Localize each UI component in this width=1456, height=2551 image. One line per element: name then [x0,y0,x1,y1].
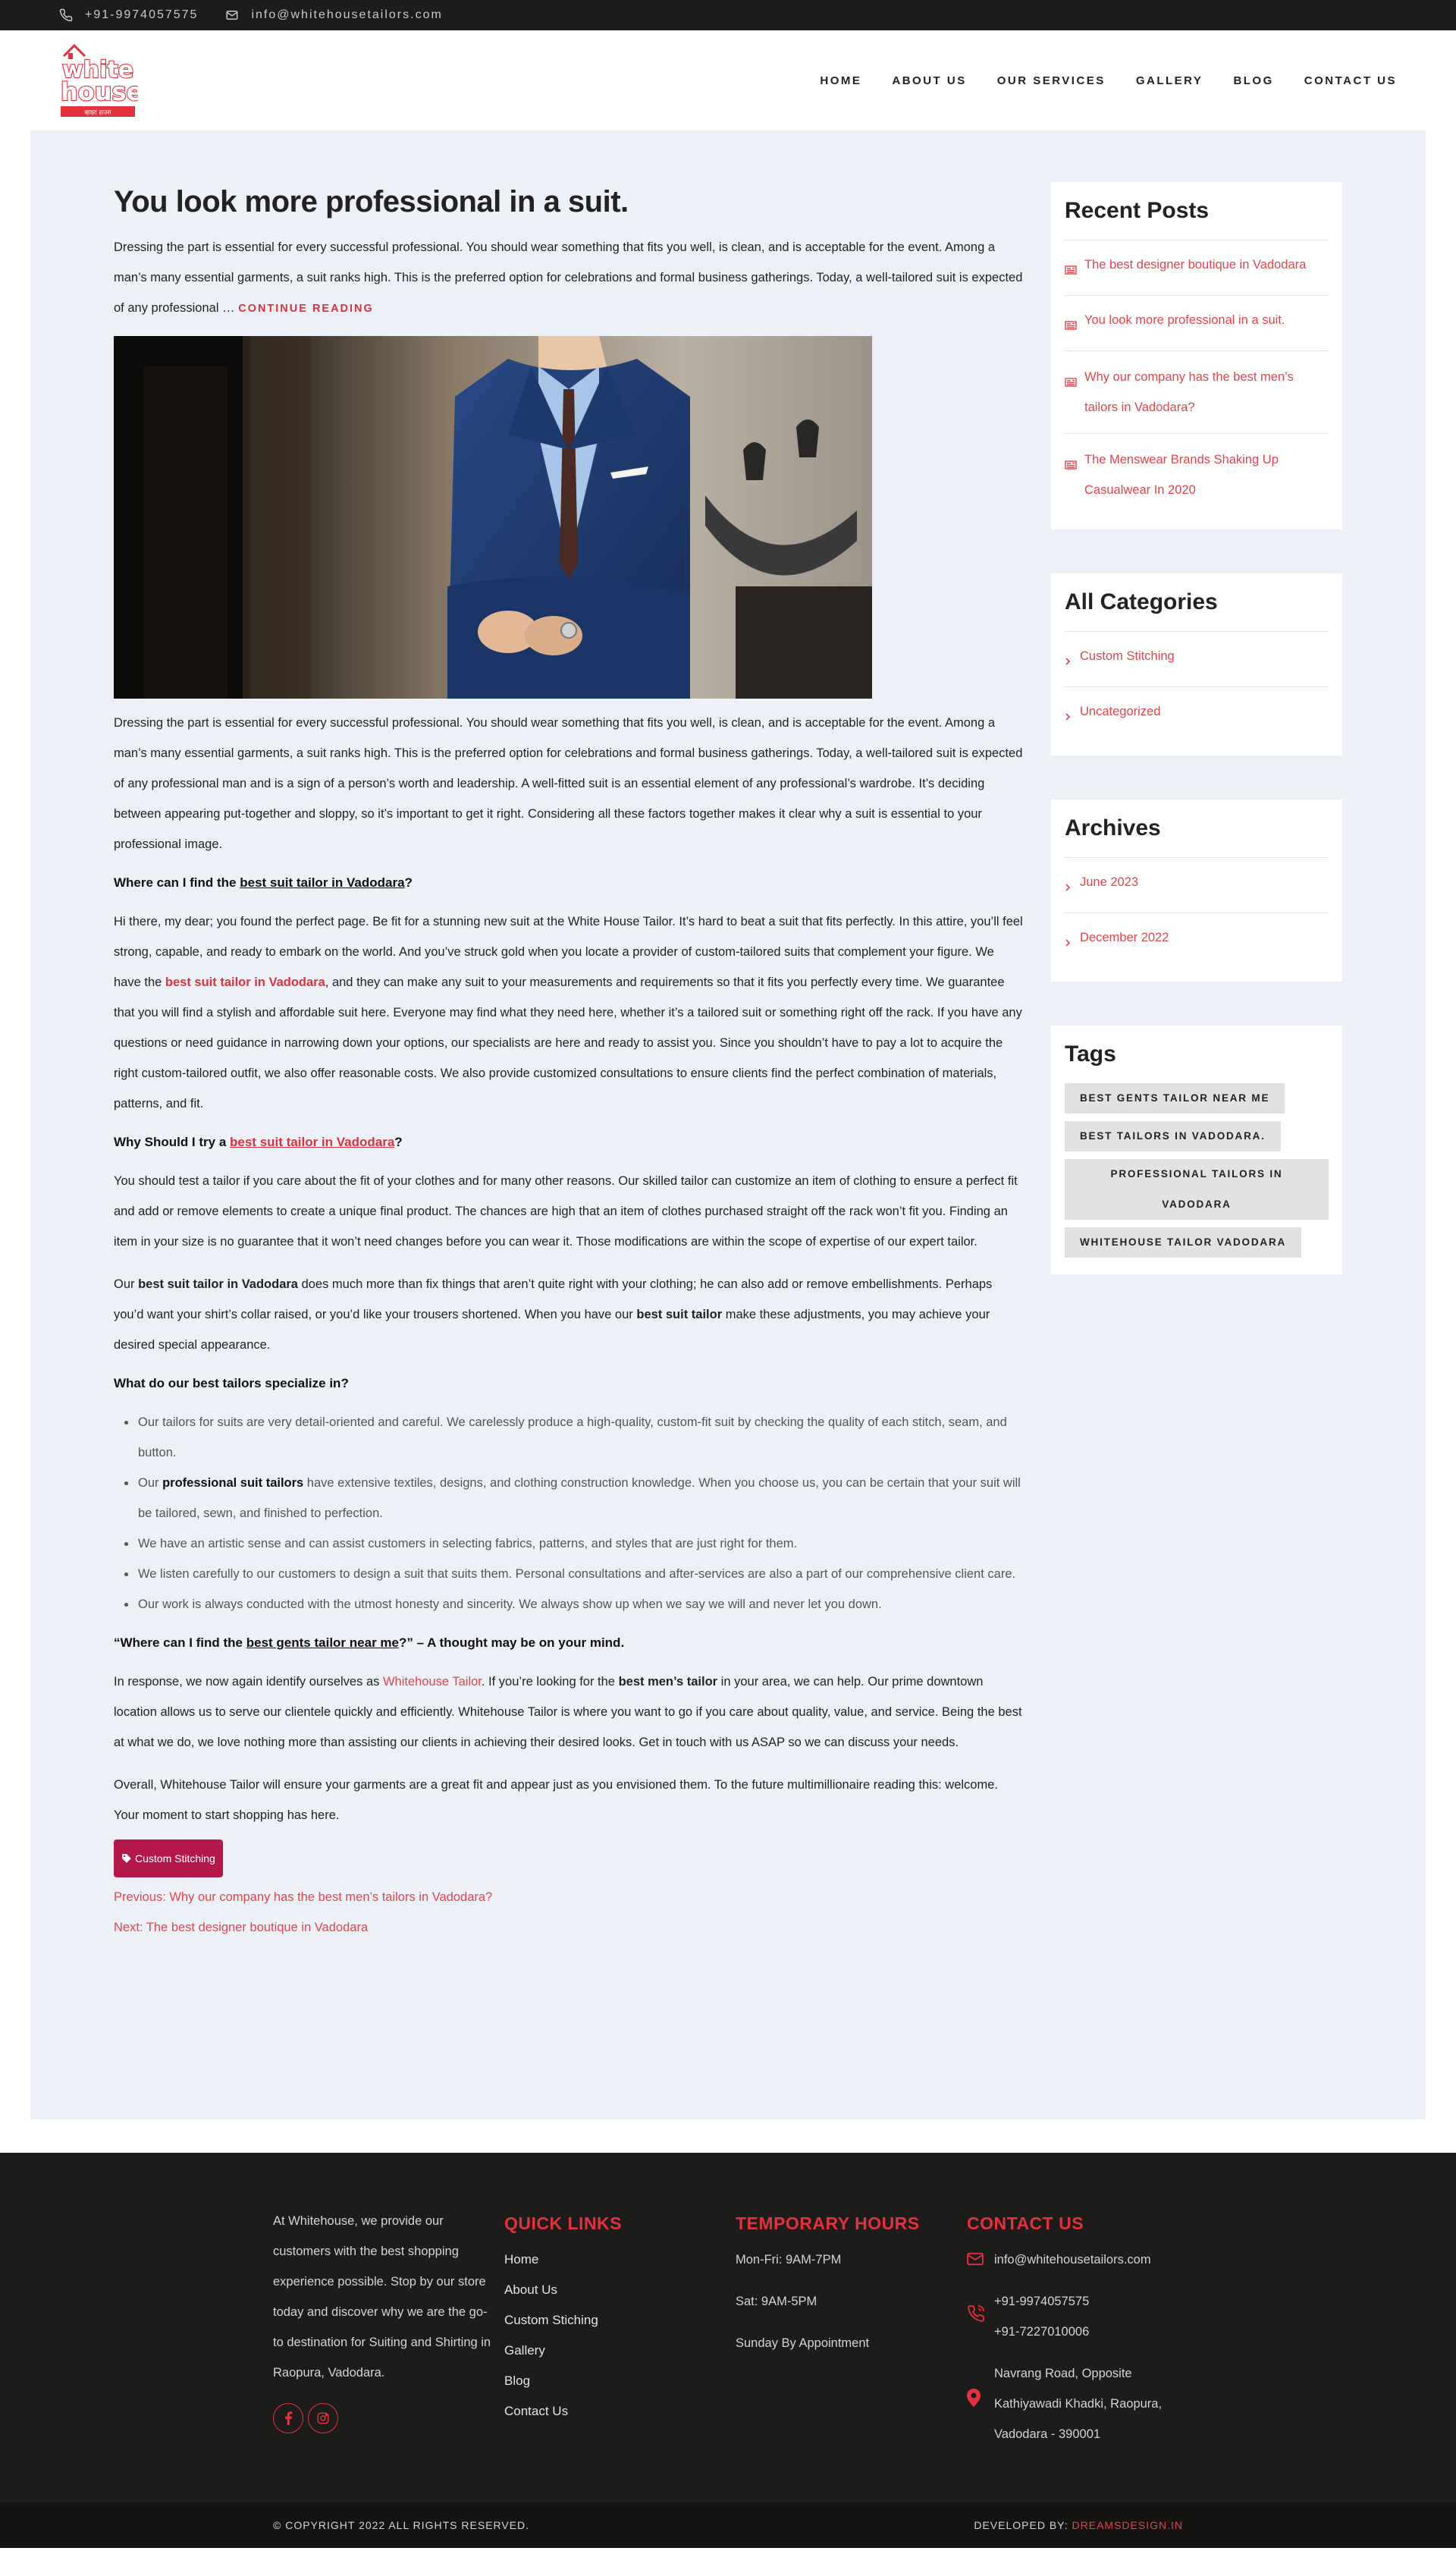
para4-a: Our [114,1277,139,1291]
tag-chip[interactable]: BEST TAILORS IN VADODARA. [1065,1121,1281,1151]
category-tag-label: Custom Stitching [135,1852,215,1865]
footer-address: Navrang Road, Opposite Kathiyawadi Khadki, Raopura, Vadodara - 390001 [994,2367,1163,2441]
developer-credit [974,2519,1183,2531]
para5-c: in your area, we can help. Our prime downtown location allows us to serve our clientele quickly and efficiently. Whitehouse Tailor is where you want to go if you care about quality, value, and service. Being the best at what we do, we love nothing more than assisting our clients in achieving their desired looks. Get in touch with us ASAP so we can discuss your needs. [114,1675,1022,1749]
footer-link-gallery[interactable]: Gallery [504,2343,545,2358]
footer-email-row[interactable] [967,2245,1194,2275]
recent-post-item[interactable] [1065,240,1329,296]
contact-title: CONTACT US [967,2213,1084,2233]
post-excerpt [114,232,1024,324]
category-item[interactable] [1065,632,1329,687]
hours-saturday: Sat: 9AM-5PM [736,2295,817,2308]
list-item: • We listen carefully to our customers to design a suit that suits them. Personal consultations and after-services are also a part of our comprehensive client care. [136,1559,1024,1589]
phone-ring-icon [967,2286,994,2326]
subheading-where-post: ? [404,875,413,890]
recent-post-label: Why our company has the best men’s tailors in Vadodara? [1084,370,1294,414]
site-footer [0,2153,1456,2548]
post-paragraph-5 [114,1667,1024,1758]
continue-reading-link[interactable]: CONTINUE READING [238,303,374,315]
bullet2-c: have extensive textiles, designs, and clothing construction knowledge. When you choose us, you can be certain that your suit will be tailored, sewn, and finished to perfection. [138,1476,1021,1520]
footer-link-about-us[interactable]: About Us [504,2282,557,2297]
para4-bold-1: best suit tailor in Vadodara [138,1277,298,1291]
list-item [136,1468,1024,1528]
site-logo[interactable] [59,42,138,118]
newspaper-icon [1065,368,1078,398]
nav-our-services[interactable]: OUR SERVICES [996,74,1106,87]
archive-label: December 2022 [1080,931,1169,944]
footer-phones [994,2286,1089,2347]
archives-title: Archives [1065,813,1329,858]
post-paragraph-1: Dressing the part is essential for every successful professional. You should wear something that fits you well, is clean, and is acceptable for the event. Among a man’s many essential garments, a suit ranks high. This is the preferred option for celebrations and formal business gatherings. Today, a well-tailored suit is expected of any professional man and is a sign of a person’s worth and leadership. A well-fitted suit is an essential element of any professional’s wardrobe. It’s deciding between appearing put-together and sloppy, so it’s important to get it right. Considering all these factors together makes it clear why a suit is essential to your professional image. [114,716,1023,851]
list-item: • Our tailors for suits are very detail-oriented and careful. We carelessly produce a high-quality, custom-fit suit by checking the quality of each stitch, seam, and button. [136,1407,1024,1468]
category-label: Custom Stitching [1080,649,1175,663]
footer-phone-row[interactable] [967,2286,1194,2347]
hours-sunday: Sunday By Appointment [736,2336,870,2350]
hours-title: TEMPORARY HOURS [736,2213,920,2233]
hours-weekdays: Mon-Fri: 9AM-7PM [736,2253,842,2267]
recent-post-item[interactable] [1065,296,1329,351]
para2-part-b: , and they can make any suit to your measurements and requirements so that it fits you perfectly every time. We guarantee that you will find a stylish and affordable suit here. Everyone may find what they need here, whether it’s a tailored suit or something right off the rack. If you have any questions or need guidance in narrowing down your options, our specialists are here and ready to assist you. Since you shouldn’t have to pay a lot to acquire the right custom-tailored outfit, we also offer reasonable costs. We also provide customized consultations to ensure clients find the perfect combination of materials, patterns, and fit. [114,975,1022,1111]
footer-email: info@whitehousetailors.com [994,2253,1151,2267]
archives-widget [1051,800,1342,982]
subheading-where-link[interactable]: best suit tailor in Vadodara [240,875,405,890]
post-title[interactable]: You look more professional in a suit. [114,185,629,218]
chevron-right-icon [1065,651,1074,674]
bullet2-a: Our [138,1476,163,1490]
footer-link-custom-stiching[interactable]: Custom Stiching [504,2313,598,2327]
tag-icon [121,1853,132,1864]
social-links [273,2403,493,2433]
bullet2-bold: professional suit tailors [162,1476,304,1490]
newspaper-icon [1065,315,1078,338]
svg-text:white: white [62,57,134,83]
footer-hours [736,2213,920,2358]
para2-part-a: Hi there, my dear; you found the perfect page. Be fit for a stunning new suit at the White House Tailor. It’s hard to beat a suit that fits perfectly. In this attire, you’ll feel strong, capable, and ready to embark on the world. And you’ve struck gold when you locate a provider of custom-tailored suits that complement your figure. We have the [114,915,1023,989]
gents-b: ?” – A thought may be on your mind. [398,1635,625,1650]
nav-blog[interactable]: BLOG [1233,74,1274,87]
category-tag-button[interactable] [114,1839,223,1877]
top-bar [0,0,1456,30]
list-item: • We have an artistic sense and can assist customers in selecting fabrics, patterns, and styles that are just right for them. [136,1528,1024,1559]
tag-chip[interactable]: WHITEHOUSE TAILOR VADODARA [1065,1227,1301,1258]
phone-icon [59,8,73,22]
recent-post-item[interactable] [1065,351,1329,434]
post-subheading-gents [114,1632,1024,1654]
gents-link[interactable]: best gents tailor near me [246,1635,399,1650]
nav-gallery[interactable]: GALLERY [1135,74,1203,87]
post-paragraph-4 [114,1269,1024,1360]
recent-post-label: You look more professional in a suit. [1084,313,1285,327]
footer-link-blog[interactable]: Blog [504,2373,531,2388]
tag-chip[interactable]: PROFESSIONAL TAILORS IN VADODARA [1065,1159,1329,1220]
topbar-phone[interactable] [59,8,198,22]
gents-a: “Where can I find the [114,1635,246,1650]
sidebar [1051,130,1342,2119]
recent-post-label: The best designer boutique in Vadodara [1084,258,1307,272]
logo-mark [59,42,138,118]
previous-post-link[interactable]: Previous: Why our company has the best men’s tailors in Vadodara? [114,1890,493,1904]
list-item: • Our work is always conducted with the utmost honesty and sincerity. We always show up when we say we will and never let you down. [136,1589,1024,1620]
site-header [0,30,1456,130]
subheading-why-post: ? [394,1135,403,1149]
quick-links-title: QUICK LINKS [504,2213,622,2233]
categories-widget [1051,573,1342,756]
main-nav [789,74,1397,87]
archive-item[interactable] [1065,913,1329,968]
chevron-right-icon [1065,706,1074,729]
developer-link[interactable]: DREAMSDESIGN.IN [1072,2519,1183,2531]
tags-widget [1051,1026,1342,1274]
mail-icon [967,2245,994,2270]
footer-address-row [967,2358,1194,2449]
tag-cloud [1065,1073,1329,1261]
recent-posts-title: Recent Posts [1065,196,1329,240]
excerpt-text: Dressing the part is essential for every successful professional. You should wear something that fits you well, is clean, and is acceptable for the event. Among a man’s many essential garments, a suit ranks high. This is the preferred option for celebrations and formal business gatherings. Today, a well-tailored suit is expected of any professional … [114,240,1023,315]
post-subheading-specialize: What do our best tailors specialize in? [114,1376,349,1390]
para4-c: does much more than fix things that aren’t quite right with your clothing; he can also add or remove embellishments. Perhaps you’d want your shirt’s collar raised, or you’d like your trousers shortened. When you have our [114,1277,993,1321]
nav-contact-us[interactable]: CONTACT US [1304,74,1397,87]
footer-quick-links [504,2213,622,2427]
post-navigation [114,1882,1024,1943]
archive-item[interactable] [1065,858,1329,913]
post-paragraph-2 [114,906,1024,1119]
para5-b: . If you’re looking for the [481,1675,619,1689]
archive-label: June 2023 [1080,875,1139,889]
tags-title: Tags [1065,1041,1116,1067]
recent-post-item[interactable] [1065,434,1329,516]
newspaper-icon [1065,451,1078,481]
recent-post-label: The Menswear Brands Shaking Up Casualwear In 2020 [1084,453,1279,497]
svg-text:house: house [61,77,138,106]
post-subheading-why [114,1131,1024,1154]
tag-chip[interactable]: BEST GENTS TAILOR NEAR ME [1065,1083,1285,1114]
para5-link[interactable]: Whitehouse Tailor [382,1675,482,1689]
next-post-link[interactable]: Next: The best designer boutique in Vadodara [114,1921,369,1934]
chevron-right-icon [1065,877,1074,900]
footer-about-text: At Whitehouse, we provide our customers with the best shopping experience possible. Stop by our store today and discover why we are the go-to destination for Suiting and Shirting in Raopura, Vadodara. [273,2214,491,2380]
post-subheading-where [114,872,1024,894]
footer-contact [967,2213,1194,2449]
main-area [30,130,1426,2119]
para2-link[interactable]: best suit tailor in Vadodara [165,975,325,989]
post-featured-image [114,336,872,699]
mail-icon [225,8,239,22]
instagram-icon[interactable] [308,2403,338,2433]
para5-a: In response, we now again identify ourselves as [114,1675,383,1689]
topbar-email-text: info@whitehousetailors.com [251,8,443,21]
developed-by-label: DEVELOPED BY: [974,2519,1068,2531]
map-pin-icon [967,2358,994,2411]
post-paragraph-3: You should test a tailor if you care about the fit of your clothes and for many other reasons. Our skilled tailor can customize an item of clothing to ensure a perfect fit and add or remove elements to create a unique final product. The chances are high that an item of clothes purchased straight off the rack won’t fit you. Finding an item in your size is no guarantee that it won’t need changes before you can wear it. Those modifications are within the scope of expertise of our expert tailor. [114,1174,1018,1249]
footer-phone-1[interactable]: +91-9974057575 [994,2295,1090,2308]
topbar-phone-text: +91-9974057575 [85,8,199,21]
footer-link-contact-us[interactable]: Contact Us [504,2404,569,2418]
post-paragraph-6: Overall, Whitehouse Tailor will ensure your garments are a great fit and appear just as you envisioned them. To the future multimillionaire reading this: welcome. Your moment to start shopping has here. [114,1778,998,1822]
chevron-right-icon [1065,932,1074,955]
svg-text:व्हाइट हाउस: व्हाइट हाउस [84,108,111,116]
subheading-where-pre: Where can I find the [114,875,240,890]
footer-link-home[interactable]: Home [504,2252,539,2267]
copyright-bar [0,2502,1456,2548]
topbar-email[interactable] [225,8,442,22]
post-article [114,130,1024,2119]
nav-home[interactable]: HOME [820,74,862,87]
nav-about-us[interactable]: ABOUT US [892,74,967,87]
newspaper-icon [1065,259,1078,282]
footer-phone-2[interactable]: +91-7227010006 [994,2325,1090,2339]
footer-about [273,2206,493,2433]
para4-d: make these adjustments, you may achieve your desired special appearance. [114,1308,990,1352]
suit-man-image [114,336,872,699]
category-label: Uncategorized [1080,705,1161,718]
para5-bold: best men’s tailor [618,1675,718,1689]
copyright-text: © COPYRIGHT 2022 ALL RIGHTS RESERVED. [273,2519,530,2531]
recent-posts-widget [1051,182,1342,529]
categories-title: All Categories [1065,587,1329,632]
subheading-why-pre: Why Should I try a [114,1135,231,1149]
category-item[interactable] [1065,687,1329,742]
subheading-why-link[interactable]: best suit tailor in Vadodara [230,1135,395,1149]
facebook-icon[interactable] [273,2403,303,2433]
para4-bold-2: best suit tailor [636,1308,723,1321]
specialize-list [136,1407,1024,1620]
